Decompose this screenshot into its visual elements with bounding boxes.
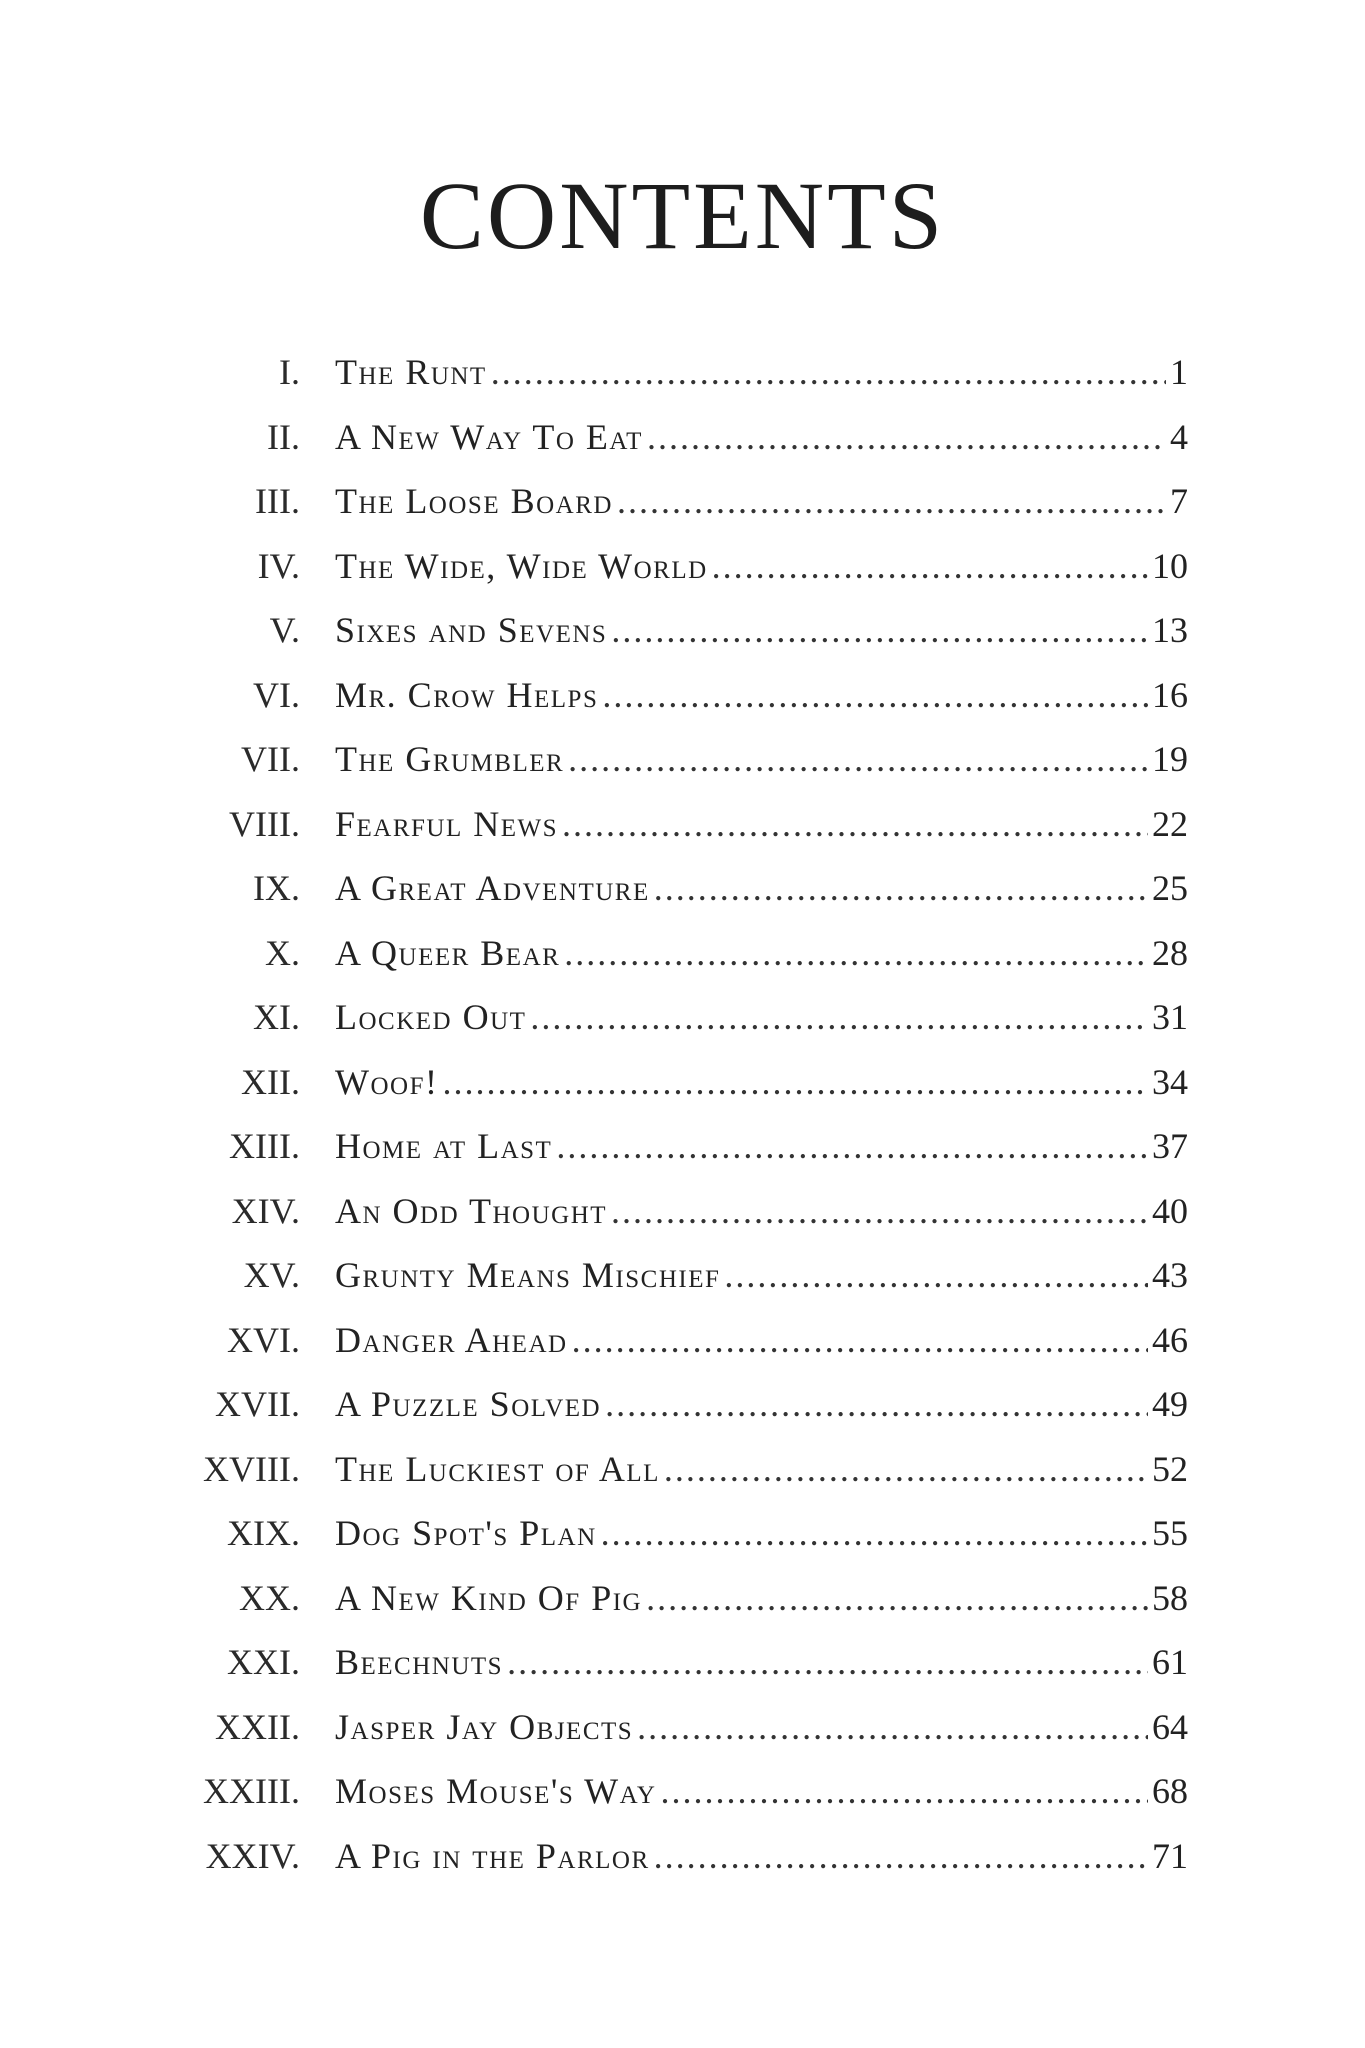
- dot-leader: [442, 1061, 1148, 1103]
- page-number: 22: [1152, 803, 1188, 844]
- toc-entry: [0, 340, 1365, 405]
- page-number: 13: [1152, 610, 1188, 651]
- chapter-title: A New Kind Of Pig: [335, 1577, 643, 1618]
- chapter-title: A Queer Bear: [335, 932, 561, 973]
- dot-leader: [646, 1577, 1148, 1619]
- toc-line: [335, 1641, 1188, 1683]
- page-number: 43: [1152, 1255, 1188, 1296]
- toc-line: [335, 1383, 1188, 1425]
- chapter-title: A Puzzle Solved: [335, 1384, 602, 1425]
- chapter-title: A Pig in the Parlor: [335, 1835, 650, 1876]
- chapter-title: Moses Mouse's Way: [335, 1771, 657, 1812]
- toc-line: [335, 1254, 1188, 1296]
- toc-line: [335, 609, 1188, 651]
- toc-line: [335, 416, 1188, 458]
- chapter-title: An Odd Thought: [335, 1190, 608, 1231]
- dot-leader: [564, 932, 1148, 974]
- page-number: 55: [1152, 1513, 1188, 1554]
- chapter-numeral: XXIV.: [205, 1835, 300, 1876]
- chapter-title: A New Way To Eat: [335, 416, 643, 457]
- chapter-title: Mr. Crow Helps: [335, 674, 599, 715]
- toc-entry: [0, 856, 1365, 921]
- dot-leader: [712, 545, 1148, 587]
- toc-line: [335, 932, 1188, 974]
- chapter-title: Grunty Means Mischief: [335, 1255, 721, 1296]
- chapter-numeral: XXIII.: [203, 1771, 300, 1812]
- page-number: 25: [1152, 868, 1188, 909]
- toc-entry: [0, 1050, 1365, 1115]
- toc-line: [335, 803, 1188, 845]
- toc-line: [335, 867, 1188, 909]
- table-of-contents: [0, 340, 1365, 1888]
- chapter-numeral: IX.: [253, 868, 300, 909]
- toc-line: [335, 1577, 1188, 1619]
- page-number: 52: [1152, 1448, 1188, 1489]
- page-number: 7: [1170, 481, 1188, 522]
- page-number: 37: [1152, 1126, 1188, 1167]
- page-number: 34: [1152, 1061, 1188, 1102]
- chapter-numeral: III.: [255, 481, 300, 522]
- toc-entry: [0, 405, 1365, 470]
- chapter-title: The Luckiest of All: [335, 1448, 660, 1489]
- chapter-numeral: IV.: [257, 545, 300, 586]
- chapter-numeral: XI.: [253, 997, 300, 1038]
- chapter-title: Fearful News: [335, 803, 559, 844]
- toc-line: [335, 1190, 1188, 1232]
- dot-leader: [491, 351, 1166, 393]
- dot-leader: [647, 416, 1166, 458]
- chapter-title: Jasper Jay Objects: [335, 1706, 634, 1747]
- page-number: 71: [1152, 1835, 1188, 1876]
- chapter-numeral: XX.: [239, 1577, 300, 1618]
- toc-line: [335, 1448, 1188, 1490]
- toc-line: [335, 1770, 1188, 1812]
- toc-line: [335, 1125, 1188, 1167]
- chapter-title: The Runt: [335, 352, 487, 393]
- chapter-numeral: XIX.: [227, 1513, 300, 1554]
- toc-entry: [0, 1824, 1365, 1889]
- toc-line: [335, 674, 1188, 716]
- page-number: 4: [1170, 416, 1188, 457]
- dot-leader: [572, 1319, 1148, 1361]
- chapter-numeral: I.: [279, 352, 300, 393]
- dot-leader: [556, 1125, 1148, 1167]
- toc-line: [335, 545, 1188, 587]
- dot-leader: [530, 996, 1148, 1038]
- chapter-numeral: X.: [265, 932, 300, 973]
- toc-entry: [0, 1114, 1365, 1179]
- dot-leader: [507, 1641, 1148, 1683]
- chapter-numeral: XII.: [241, 1061, 300, 1102]
- dot-leader: [562, 803, 1148, 845]
- chapter-numeral: II.: [267, 416, 300, 457]
- chapter-numeral: XIV.: [231, 1190, 300, 1231]
- chapter-title: Beechnuts: [335, 1642, 504, 1683]
- page-number: 31: [1152, 997, 1188, 1038]
- toc-line: [335, 351, 1188, 393]
- chapter-title: Sixes and Sevens: [335, 610, 608, 651]
- toc-entry: [0, 1179, 1365, 1244]
- dot-leader: [617, 480, 1166, 522]
- chapter-numeral: XVII.: [215, 1384, 300, 1425]
- toc-line: [335, 1061, 1188, 1103]
- toc-entry: [0, 1501, 1365, 1566]
- page-number: 68: [1152, 1771, 1188, 1812]
- chapter-numeral: VI.: [253, 674, 300, 715]
- toc-entry: [0, 792, 1365, 857]
- toc-entry: [0, 1566, 1365, 1631]
- dot-leader: [568, 738, 1148, 780]
- page-number: 58: [1152, 1577, 1188, 1618]
- toc-entry: [0, 985, 1365, 1050]
- page-number: 10: [1152, 545, 1188, 586]
- toc-entry: [0, 1437, 1365, 1502]
- toc-line: [335, 1319, 1188, 1361]
- toc-line: [335, 996, 1188, 1038]
- page-number: 49: [1152, 1384, 1188, 1425]
- page-number: 19: [1152, 739, 1188, 780]
- dot-leader: [605, 1383, 1148, 1425]
- chapter-numeral: XV.: [243, 1255, 300, 1296]
- toc-entry: [0, 1308, 1365, 1373]
- dot-leader: [724, 1254, 1148, 1296]
- chapter-numeral: VII.: [241, 739, 300, 780]
- page-number: 40: [1152, 1190, 1188, 1231]
- chapter-numeral: XVIII.: [203, 1448, 300, 1489]
- toc-entry: [0, 1243, 1365, 1308]
- page-number: 61: [1152, 1642, 1188, 1683]
- chapter-numeral: V.: [269, 610, 300, 651]
- toc-entry: [0, 1759, 1365, 1824]
- toc-entry: [0, 1695, 1365, 1760]
- chapter-numeral: VIII.: [229, 803, 300, 844]
- dot-leader: [602, 674, 1148, 716]
- chapter-numeral: XIII.: [229, 1126, 300, 1167]
- toc-line: [335, 1835, 1188, 1877]
- toc-entry: [0, 663, 1365, 728]
- dot-leader: [611, 609, 1148, 651]
- page-number: 1: [1170, 352, 1188, 393]
- chapter-numeral: XXI.: [227, 1642, 300, 1683]
- chapter-title: The Loose Board: [335, 481, 613, 522]
- toc-line: [335, 1512, 1188, 1554]
- toc-line: [335, 738, 1188, 780]
- toc-line: [335, 1706, 1188, 1748]
- toc-entry: [0, 727, 1365, 792]
- chapter-title: Locked Out: [335, 997, 527, 1038]
- dot-leader: [664, 1448, 1148, 1490]
- toc-entry: [0, 534, 1365, 599]
- toc-entry: [0, 921, 1365, 986]
- toc-entry: [0, 1372, 1365, 1437]
- chapter-title: The Grumbler: [335, 739, 565, 780]
- toc-entry: [0, 1630, 1365, 1695]
- chapter-title: Danger Ahead: [335, 1319, 568, 1360]
- page-number: 28: [1152, 932, 1188, 973]
- chapter-title: Dog Spot's Plan: [335, 1513, 597, 1554]
- toc-line: [335, 480, 1188, 522]
- page-title: CONTENTS: [419, 162, 946, 269]
- dot-leader: [611, 1190, 1148, 1232]
- chapter-title: The Wide, Wide World: [335, 545, 708, 586]
- chapter-title: Home at Last: [335, 1126, 553, 1167]
- chapter-numeral: XXII.: [215, 1706, 300, 1747]
- chapter-title: A Great Adventure: [335, 868, 650, 909]
- dot-leader: [601, 1512, 1148, 1554]
- dot-leader: [637, 1706, 1148, 1748]
- toc-entry: [0, 469, 1365, 534]
- page-number: 16: [1152, 674, 1188, 715]
- chapter-numeral: XVI.: [227, 1319, 300, 1360]
- dot-leader: [660, 1770, 1148, 1812]
- page-number: 64: [1152, 1706, 1188, 1747]
- page-number: 46: [1152, 1319, 1188, 1360]
- dot-leader: [654, 867, 1148, 909]
- chapter-title: Woof!: [335, 1061, 439, 1102]
- toc-entry: [0, 598, 1365, 663]
- dot-leader: [654, 1835, 1148, 1877]
